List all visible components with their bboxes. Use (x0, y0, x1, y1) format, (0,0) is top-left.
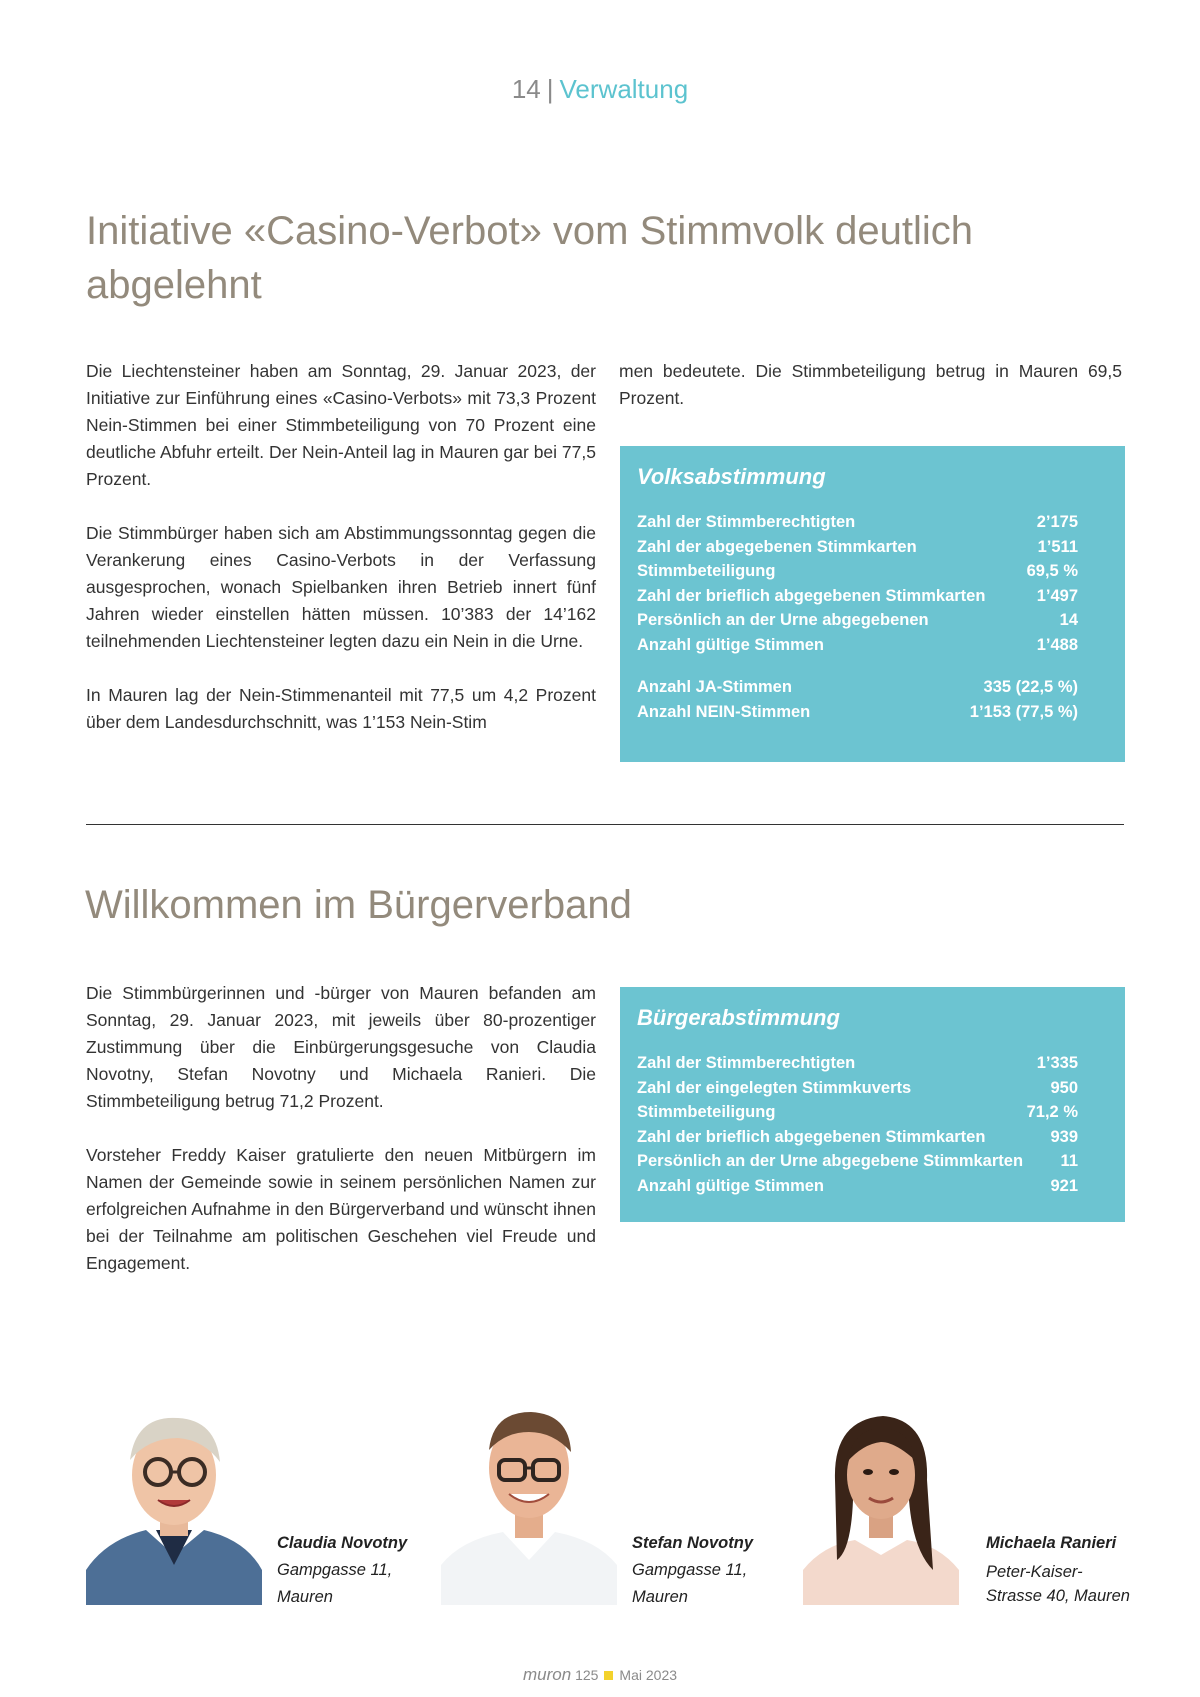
stat-label: Zahl der abgegebenen Stimmkarten (637, 537, 917, 556)
stat-label: Persönlich an der Urne abgegebene Stimmkarten (637, 1152, 1024, 1170)
stat-row (637, 1100, 1078, 1125)
portrait-michaela-ranieri (793, 1380, 969, 1605)
stat-value: 69,5 % (1026, 562, 1078, 580)
person-name: Stefan Novotny (632, 1534, 754, 1552)
portrait-image (86, 1380, 262, 1605)
stat-value: 1’511 (1037, 537, 1078, 556)
buergerabstimmung-box (620, 987, 1125, 1222)
article2-title: Willkommen im Bürgerverband (85, 883, 632, 927)
stat-label: Zahl der eingelegten Stimmkuverts (637, 1078, 912, 1097)
person-address: Strasse 40, Mauren (986, 1587, 1130, 1605)
stat-value: 1’488 (1036, 635, 1078, 654)
person-name: Michaela Ranieri (986, 1534, 1117, 1552)
page-header (0, 74, 1200, 105)
page-number: 14 (511, 74, 541, 104)
stat-value: 1’153 (77,5 %) (969, 702, 1078, 721)
stat-row (637, 584, 1078, 609)
result-row (637, 700, 1078, 725)
stat-row (637, 510, 1078, 535)
page-footer (0, 1665, 1200, 1685)
stat-row (637, 559, 1078, 584)
footer-issue: 125 (575, 1667, 599, 1683)
stat-label: Zahl der Stimmberechtigten (637, 513, 856, 531)
stat-value: 11 (1060, 1152, 1078, 1170)
stat-value: 1’335 (1036, 1054, 1078, 1072)
stat-row (637, 1051, 1078, 1076)
stat-value: 71,2 % (1026, 1103, 1078, 1121)
stat-label: Anzahl gültige Stimmen (637, 1176, 825, 1195)
section-title: Verwaltung (559, 74, 689, 104)
article2-paragraph: Die Stimmbürgerinnen und -bürger von Mauren befanden am Sonntag, 29. Januar 2023, mit jeweils über 80-prozentiger Zustimmung über die Einbürgerungsgesuche von Claudia Novotny, Stefan Novotny und Michaela Ranieri. Die Stimmbeteiligung betrug 71,2 Prozent. (86, 983, 596, 1111)
article1-paragraph: In Mauren lag der Nein-Stimmenanteil mit 77,5 um 4,2 Prozent über dem Landesdurchschnitt, was 1’153 Nein-Stim (86, 685, 596, 732)
stat-row (637, 633, 1078, 658)
stat-row (637, 535, 1078, 560)
stat-label: Zahl der brieflich abgegebenen Stimmkarten (637, 1127, 986, 1146)
stat-label: Zahl der brieflich abgegebenen Stimmkarten (637, 586, 986, 605)
header-separator: | (546, 74, 554, 104)
section-divider (86, 824, 1124, 825)
stat-label: Anzahl NEIN-Stimmen (637, 702, 811, 721)
box-title: Volksabstimmung (637, 464, 826, 489)
portrait-claudia-novotny (86, 1380, 262, 1605)
stat-value: 2’175 (1036, 513, 1078, 531)
spacer (637, 657, 1078, 675)
stat-value: 939 (1050, 1127, 1078, 1146)
stat-value: 1’497 (1036, 586, 1078, 605)
stat-row (637, 608, 1078, 633)
stat-label: Anzahl JA-Stimmen (637, 678, 792, 696)
stat-value: 14 (1059, 611, 1078, 629)
article2-paragraph: Vorsteher Freddy Kaiser gratulierte den neuen Mitbürgern im Namen der Gemeinde sowie in seinem persönlichen Namen zur erfolgreichen Aufnahme in den Bürgerverband und wünscht ihnen bei der Teilnahme am politischen Geschehen viel Freude und Engagement. (86, 1145, 596, 1273)
caption-michaela-ranieri (986, 1530, 1146, 1608)
person-name: Claudia Novotny (277, 1534, 408, 1552)
portrait-image (441, 1380, 617, 1605)
box-title: Bürgerabstimmung (637, 1005, 840, 1030)
stat-value: 950 (1050, 1078, 1078, 1097)
result-row (637, 675, 1078, 700)
stat-label: Stimmbeteiligung (637, 562, 776, 580)
article1-paragraph: Die Stimmbürger haben sich am Abstimmungssonntag gegen die Verankerung eines Casino-Verbots in der Verfassung ausgesprochen, wonach Spielbanken ihren Betrieb innert fünf Jahren wieder einstellen hätten müssen. 10’383 der 14’162 teilnehmenden Liechtensteiner legten dazu ein Nein in die Urne. (86, 523, 596, 651)
stat-value: 921 (1050, 1176, 1078, 1195)
article1-title: Initiative «Casino-Verbot» vom Stimmvolk deutlich abgelehnt (86, 209, 974, 307)
stat-value: 335 (22,5 %) (983, 678, 1078, 696)
article1-right-column (619, 358, 1122, 412)
person-address: Peter-Kaiser- (986, 1563, 1083, 1581)
stat-label: Persönlich an der Urne abgegebenen (637, 611, 929, 629)
article1-left-column (86, 358, 596, 736)
stat-label: Anzahl gültige Stimmen (637, 635, 825, 654)
footer-square-icon (604, 1671, 613, 1680)
person-address: Gampgasse 11, (632, 1561, 748, 1579)
volksabstimmung-box (620, 446, 1125, 762)
stat-row (637, 1125, 1078, 1150)
footer-brand: muron (522, 1665, 572, 1684)
stat-label: Zahl der Stimmberechtigten (637, 1054, 856, 1072)
footer-date: Mai 2023 (619, 1667, 678, 1683)
stat-label: Stimmbeteiligung (637, 1103, 776, 1121)
caption-stefan-novotny (632, 1530, 782, 1611)
article1-paragraph: men bedeutete. Die Stimmbeteiligung betrug in Mauren 69,5 Prozent. (619, 361, 1122, 408)
article1-paragraph: Die Liechtensteiner haben am Sonntag, 29. Januar 2023, der Initiative zur Einführung eines «Casino-Verbots» mit 73,3 Prozent Nein-Stimmen bei einer Stimmbeteiligung von 70 Prozent eine deutliche Abfuhr erteilt. Der Nein-Anteil lag in Mauren gar bei 77,5 Prozent. (86, 361, 596, 489)
portrait-stefan-novotny (441, 1380, 617, 1605)
stat-row (637, 1149, 1078, 1174)
portrait-image (793, 1380, 969, 1605)
stat-row (637, 1174, 1078, 1199)
person-address: Mauren (277, 1588, 333, 1606)
caption-claudia-novotny (277, 1530, 427, 1611)
article2-column (86, 980, 596, 1277)
person-address: Mauren (632, 1588, 688, 1606)
person-address: Gampgasse 11, (277, 1561, 393, 1579)
stat-row (637, 1076, 1078, 1101)
